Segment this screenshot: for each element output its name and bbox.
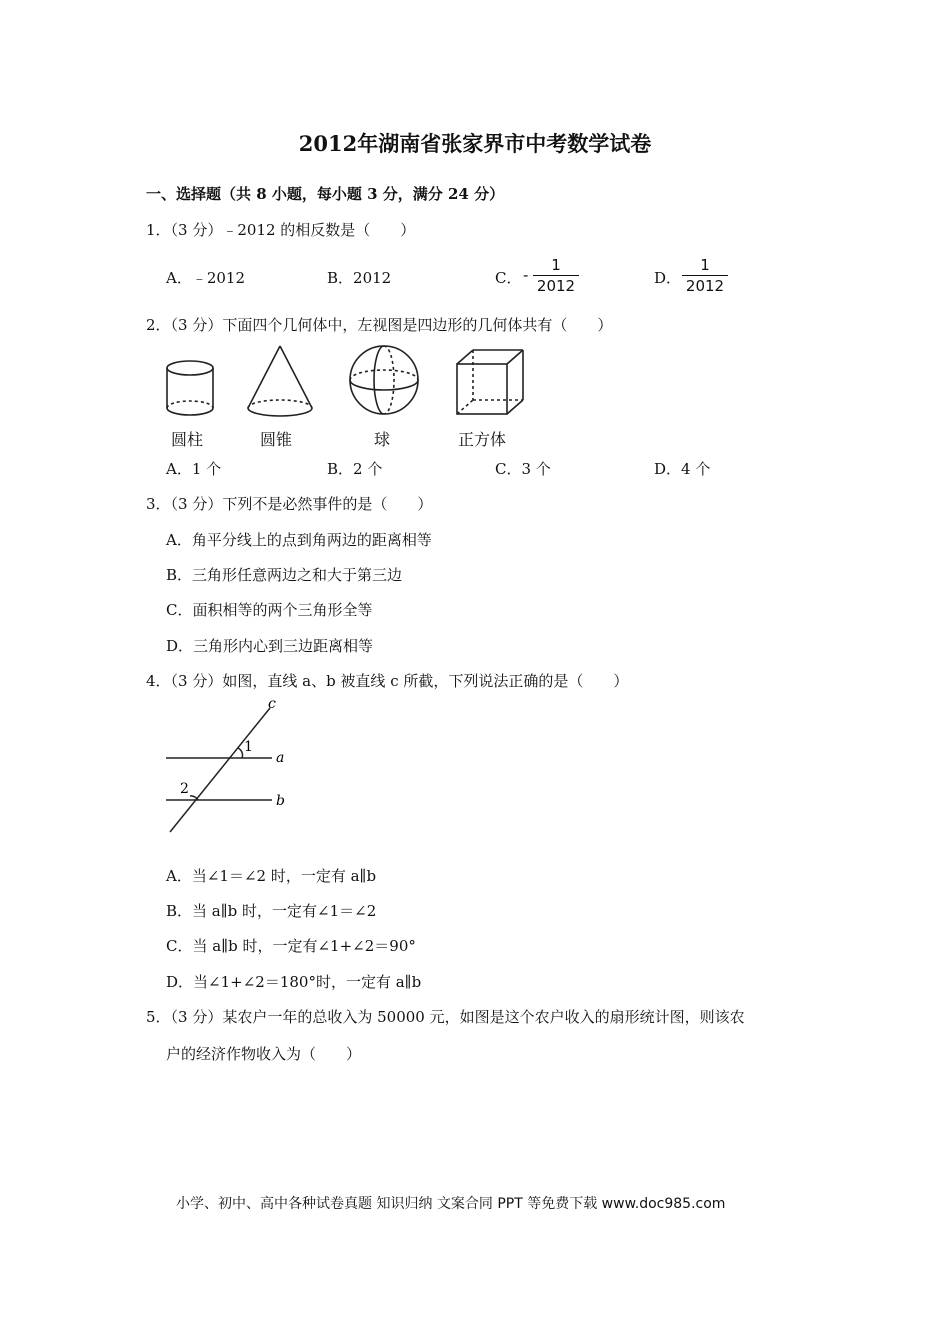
q1-option-c-label: C．: [495, 269, 522, 287]
fraction-denominator: 2012: [685, 277, 725, 295]
q1-option-d-label: D．: [654, 269, 682, 287]
question-5-stem-line-2: 户的经济作物收入为（ ）: [166, 1045, 362, 1063]
shape-label-cube: 正方体: [458, 430, 507, 449]
q4-option-c: C．当 a∥b 时，一定有∠1+∠2＝90°: [166, 937, 416, 955]
q2-option-d: D．4 个: [654, 460, 711, 478]
q3-option-d: D．三角形内心到三边距离相等: [166, 637, 374, 655]
q1-option-c-fraction: [533, 256, 579, 295]
fraction-bar: [682, 275, 728, 276]
q3-option-a: A．角平分线上的点到角两边的距离相等: [166, 531, 432, 549]
parallel-lines-figure: [160, 695, 300, 840]
q4-option-a: A．当∠1＝∠2 时，一定有 a∥b: [166, 867, 377, 885]
q2-option-b: B．2 个: [327, 460, 383, 478]
q4-option-b: B．当 a∥b 时，一定有∠1＝∠2: [166, 902, 377, 920]
cube-shape: [457, 350, 523, 414]
q4-option-d: D．当∠1+∠2＝180°时，一定有 a∥b: [166, 973, 422, 991]
fraction-bar: [533, 275, 579, 276]
question-3-stem: 3．（3 分）下列不是必然事件的是（ ）: [146, 495, 433, 513]
label-2: 2: [180, 781, 189, 797]
label-a: a: [276, 750, 285, 766]
q3-option-b: B．三角形任意两边之和大于第三边: [166, 566, 403, 584]
footer-text: 小学、初中、高中各种试卷真题 知识归纳 文案合同 PPT 等免费下载 www.doc985.com: [176, 1196, 726, 1212]
question-2-stem: 2．（3 分）下面四个几何体中，左视图是四边形的几何体共有（ ）: [146, 316, 613, 334]
q1-option-a: A．﹣2012: [166, 269, 246, 287]
label-b: b: [276, 793, 285, 809]
page-title: 2012年湖南省张家界市中考数学试卷: [298, 131, 652, 156]
shape-label-cone: 圆锥: [260, 430, 293, 449]
fraction-denominator: 2012: [536, 277, 576, 295]
question-5-stem-line-1: 5．（3 分）某农户一年的总收入为 50000 元，如图是这个农户收入的扇形统计图，则该农: [146, 1008, 745, 1026]
label-c: c: [268, 696, 276, 712]
q2-option-c: C．3 个: [495, 460, 551, 478]
fraction-numerator: 1: [551, 256, 561, 274]
q1-option-b: B．2012: [327, 269, 392, 287]
solids-figure: [150, 340, 540, 420]
fraction-numerator: 1: [700, 256, 710, 274]
line-c: [170, 708, 270, 832]
cone-shape: [248, 346, 312, 416]
sphere-shape: [350, 346, 418, 414]
q1-option-d-fraction: [682, 256, 728, 295]
angle-1-arc: [238, 748, 243, 758]
label-1: 1: [244, 739, 253, 755]
shape-label-sphere: 球: [374, 430, 391, 449]
cylinder-shape: [167, 361, 213, 415]
shape-label-cylinder: 圆柱: [171, 430, 204, 449]
question-1-stem: 1．（3 分）﹣2012 的相反数是（ ）: [146, 221, 416, 239]
q1-option-c-sign: -: [523, 266, 529, 284]
section-heading: 一、选择题（共 8 小题，每小题 3 分，满分 24 分）: [146, 185, 505, 203]
q2-option-a: A．1 个: [166, 460, 222, 478]
q3-option-c: C．面积相等的两个三角形全等: [166, 601, 373, 619]
question-4-stem: 4．（3 分）如图，直线 a、b 被直线 c 所截，下列说法正确的是（ ）: [146, 672, 629, 690]
